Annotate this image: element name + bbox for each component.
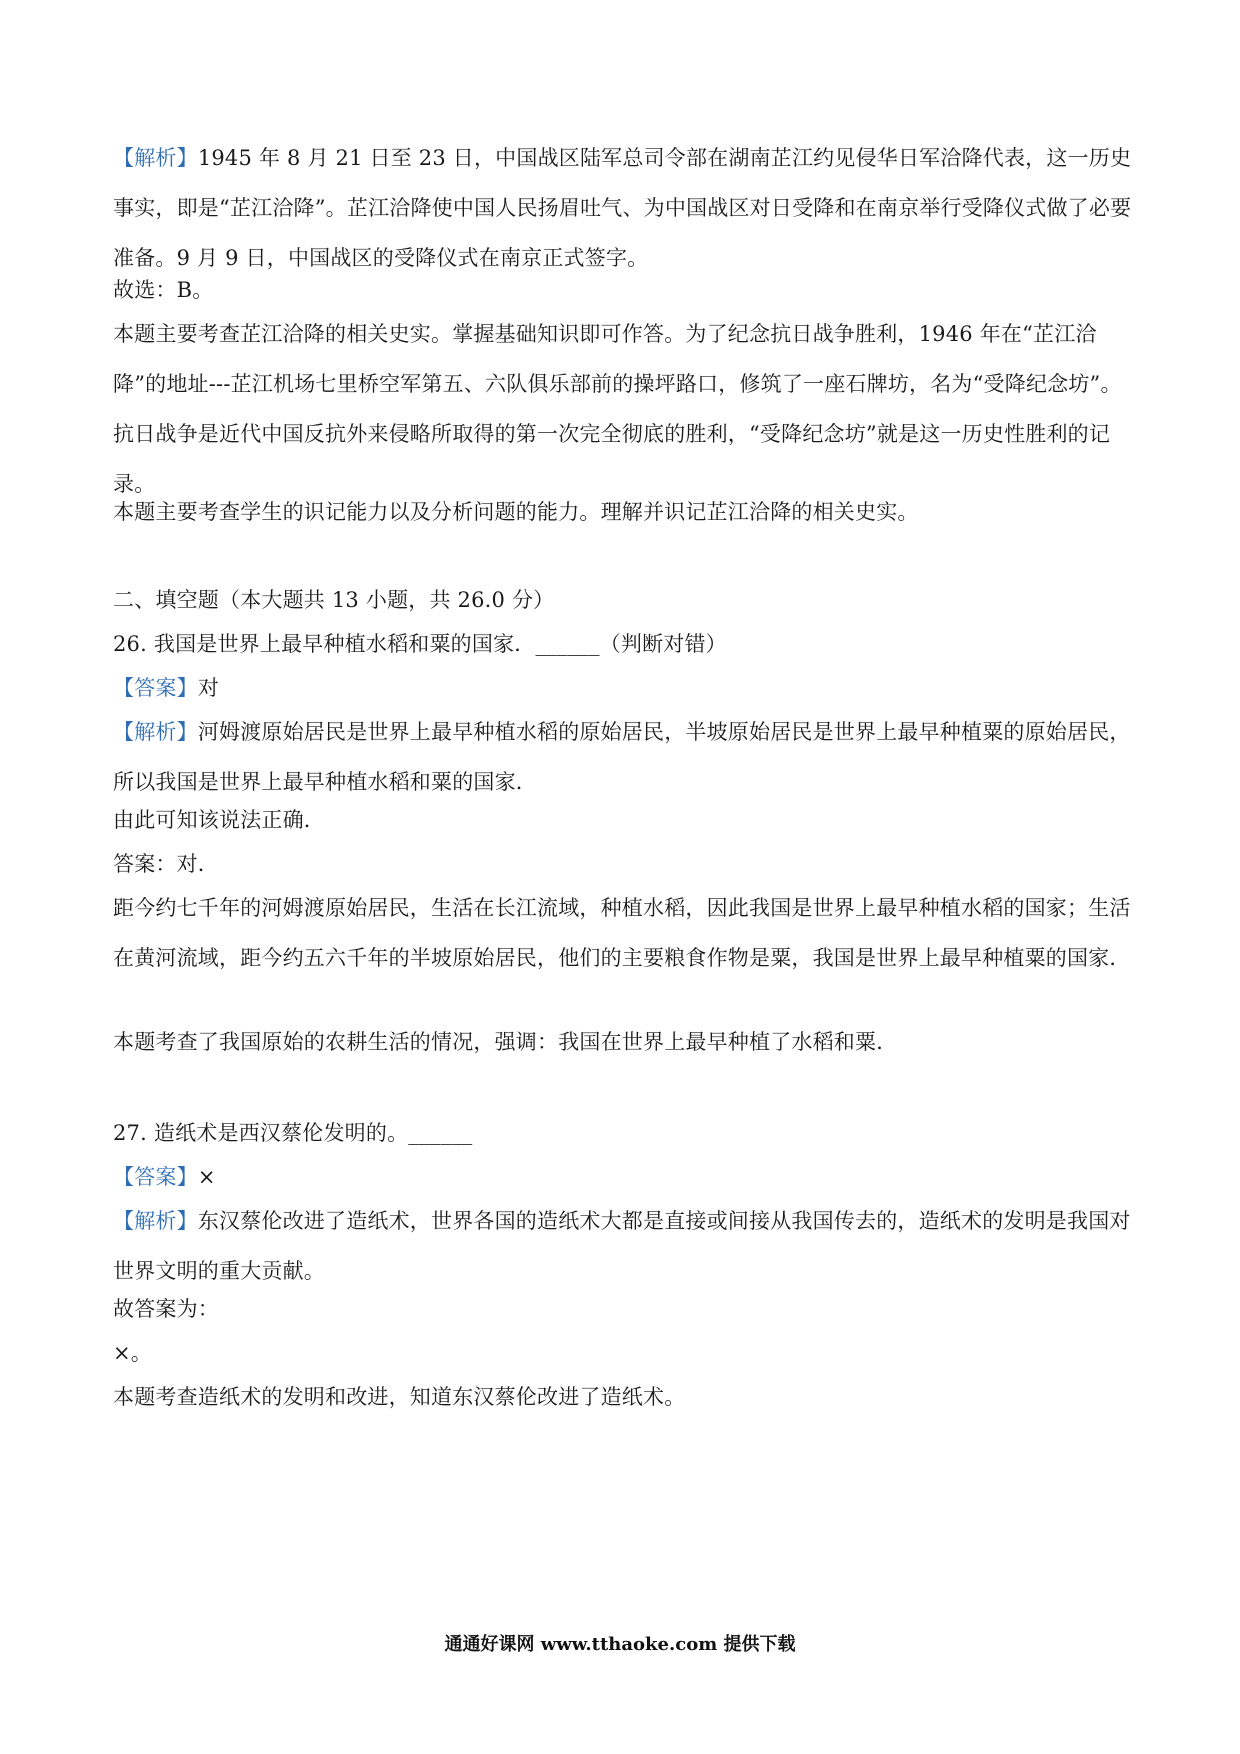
analysis-tag: 【解析】 xyxy=(113,1209,198,1233)
choice-line: 故选：B。 xyxy=(113,278,214,302)
footer-credit: 通通好课网 www.tthaoke.com 提供下载 xyxy=(444,1634,796,1655)
question-27: 27. 造纸术是西汉蔡伦发明的。______ xyxy=(113,1121,473,1145)
summary-paragraph: 本题主要考查学生的识记能力以及分析问题的能力。理解并识记芷江洽降的相关史实。 xyxy=(113,500,919,524)
answer-value: × xyxy=(197,1165,216,1189)
explanation-paragraph: 本题主要考查芷江洽降的相关史实。掌握基础知识即可作答。为了纪念抗日战争胜利，1946 年在“芷江洽降”的地址---芷江机场七里桥空军第五、六队俱乐部前的操坪路口，修筑了一座石牌坊，名为“受降纪念坊”。抗日战争是近代中国反抗外来侵略所取得的第一次完全彻底的胜利，“受降纪念坊”就是这一历史性胜利的记录。 xyxy=(113,322,1122,496)
answer-mark-27: ×。 xyxy=(113,1341,152,1365)
answer-tag: 【答案】 xyxy=(113,676,198,700)
analysis-paragraph xyxy=(113,133,1133,283)
question-26: 26. 我国是世界上最早种植水稻和粟的国家．______（判断对错） xyxy=(113,632,727,656)
answer-line-26: 答案：对． xyxy=(113,852,219,876)
answer-27 xyxy=(113,1152,1133,1202)
summary-26: 本题考查了我国原始的农耕生活的情况，强调：我国在世界上最早种植了水稻和粟． xyxy=(113,1030,898,1054)
answer-value: 对 xyxy=(197,676,220,700)
analysis-26 xyxy=(113,707,1133,807)
analysis-text: 1945 年 8 月 21 日至 23 日，中国战区陆军总司令部在湖南芷江约见侵华日军洽降代表，这一历史事实，即是“芷江洽降”。芷江洽降使中国人民扬眉吐气、为中国战区对日受降和在南京举行受降仪式做了必要准备。9 月 9 日，中国战区的受降仪式在南京正式签字。 xyxy=(113,146,1132,270)
analysis-text: 河姆渡原始居民是世界上最早种植水稻的原始居民，半坡原始居民是世界上最早种植粟的原始居民，所以我国是世界上最早种植水稻和粟的国家． xyxy=(113,720,1131,794)
explanation-26: 距今约七千年的河姆渡原始居民，生活在长江流域，种植水稻，因此我国是世界上最早种植水稻的国家；生活在黄河流域，距今约五六千年的半坡原始居民，他们的主要粮食作物是粟，我国是世界上最早种植粟的国家． xyxy=(113,896,1131,970)
analysis-text: 东汉蔡伦改进了造纸术，世界各国的造纸术大都是直接或间接从我国传去的，造纸术的发明是我国对世界文明的重大贡献。 xyxy=(113,1209,1131,1283)
section-heading: 二、填空题（本大题共 13 小题，共 26.0 分） xyxy=(113,588,555,612)
conclusion-26: 由此可知该说法正确． xyxy=(113,808,325,832)
answer-tag: 【答案】 xyxy=(113,1165,198,1189)
summary-27: 本题考查造纸术的发明和改进，知道东汉蔡伦改进了造纸术。 xyxy=(113,1385,686,1409)
analysis-tag: 【解析】 xyxy=(113,720,198,744)
answer-intro-27: 故答案为： xyxy=(113,1297,219,1321)
answer-26 xyxy=(113,663,1133,713)
analysis-tag: 【解析】 xyxy=(113,146,198,170)
analysis-27 xyxy=(113,1196,1133,1296)
